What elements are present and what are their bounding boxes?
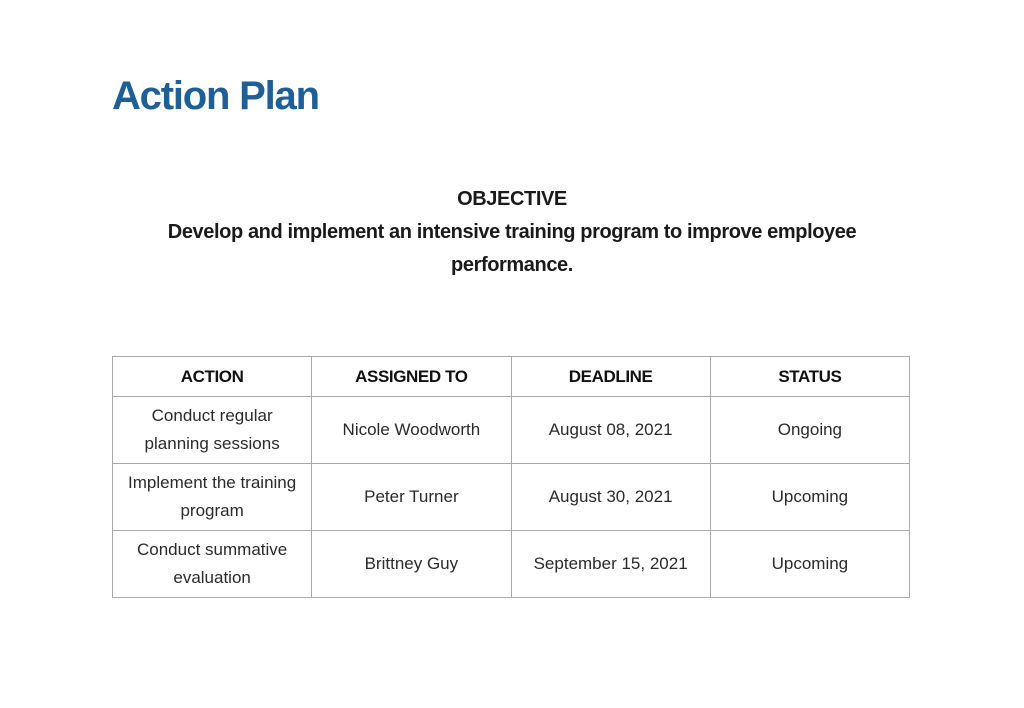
- cell-assigned-to: Nicole Woodworth: [312, 397, 511, 464]
- page-title: Action Plan: [112, 74, 319, 118]
- header-deadline: DEADLINE: [511, 357, 710, 397]
- cell-action: Conduct summative evaluation: [113, 531, 312, 598]
- header-status: STATUS: [710, 357, 909, 397]
- table-row: [113, 531, 910, 598]
- cell-assigned-to: Brittney Guy: [312, 531, 511, 598]
- cell-deadline: August 08, 2021: [511, 397, 710, 464]
- header-assigned-to: ASSIGNED TO: [312, 357, 511, 397]
- cell-assigned-to: Peter Turner: [312, 464, 511, 531]
- table-row: [113, 397, 910, 464]
- cell-deadline: August 30, 2021: [511, 464, 710, 531]
- cell-status: Upcoming: [710, 464, 909, 531]
- table-header-row: [113, 357, 910, 397]
- action-plan-table: [112, 356, 910, 598]
- objective-heading: OBJECTIVE: [457, 188, 567, 210]
- objective-text: Develop and implement an intensive training program to improve employee performance.: [167, 221, 857, 276]
- cell-status: Ongoing: [710, 397, 909, 464]
- cell-action: Implement the training program: [113, 464, 312, 531]
- cell-action: Conduct regular planning sessions: [113, 397, 312, 464]
- header-action: ACTION: [113, 357, 312, 397]
- table-row: [113, 464, 910, 531]
- objective-section: [150, 183, 874, 282]
- cell-status: Upcoming: [710, 531, 909, 598]
- cell-deadline: September 15, 2021: [511, 531, 710, 598]
